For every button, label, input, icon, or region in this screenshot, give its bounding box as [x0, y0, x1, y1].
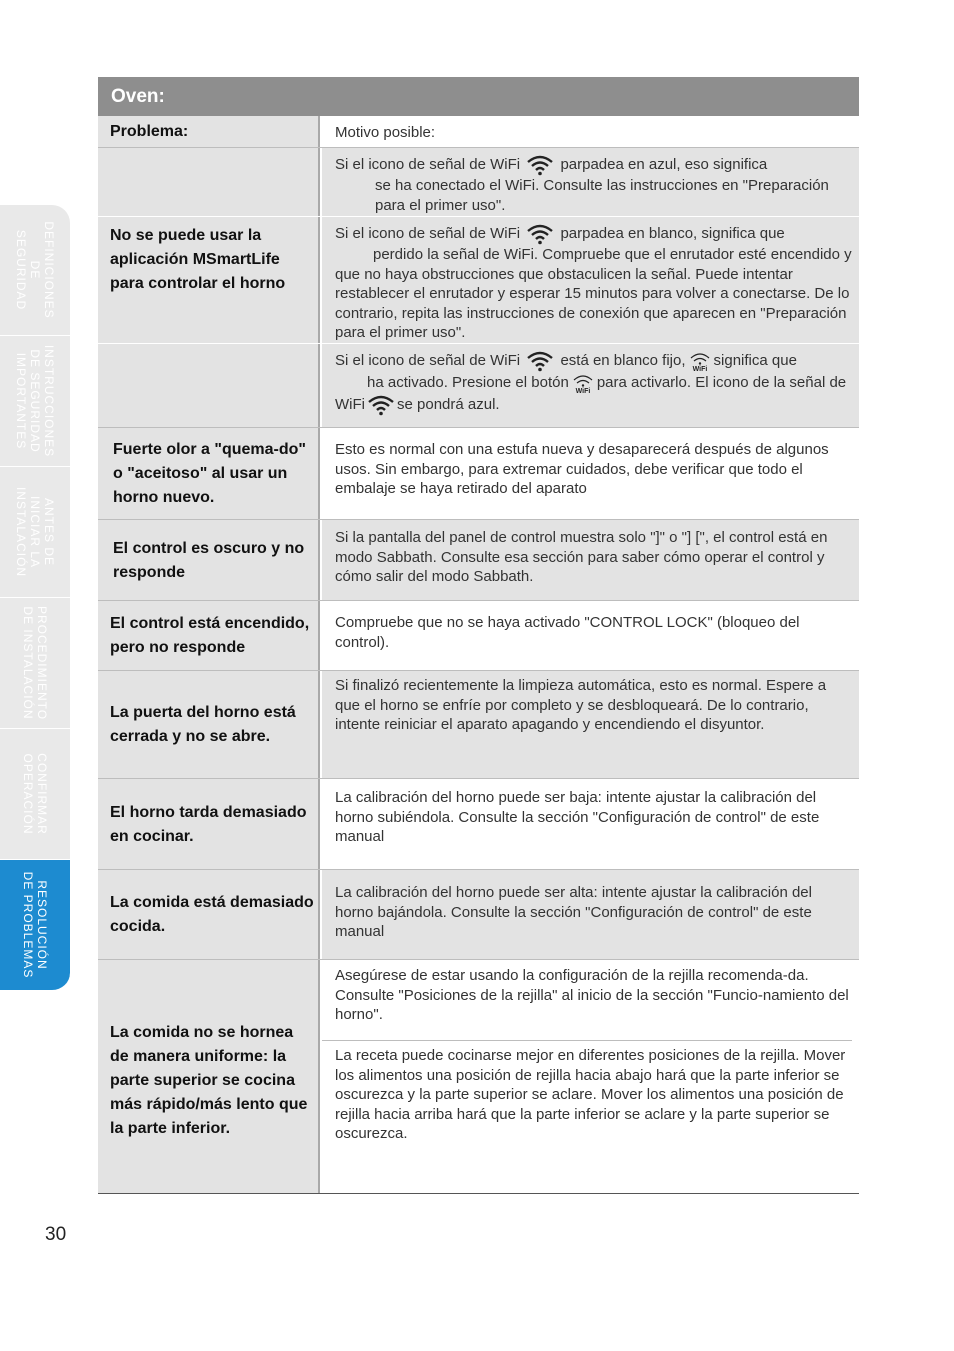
- table-title-bar: [98, 77, 859, 116]
- cause-text: La calibración del horno puede ser alta: intente ajustar la calibración del horno bajándola. Consulte la sección "Configuración de control" de este manual: [322, 870, 859, 960]
- cause-text: perdido la señal de WiFi. Compruebe que el enrutador esté encendido y que no haya obstrucciones que obstaculicen la señal. Puede intentar restablecer el enrutador y esperar 15 minutos para volver a conectarse. De lo contrario, repita las instrucciones de conexión que aparecen en "Preparación para el primer uso".: [335, 246, 852, 341]
- side-tab-resolucion[interactable]: [0, 860, 70, 991]
- wifi-icon: [526, 223, 554, 245]
- side-tab-label: RESOLUCIÓN DE PROBLEMAS: [21, 871, 49, 979]
- cause-text: La receta puede cocinarse mejor en diferentes posiciones de la rejilla. Mover los alimentos una posición de rejilla hacia abajo hará que la parte inferior se oscurezca y la parte superior se aclare. Mover los alimentos una posición de rejilla hacia arriba hará que la parte inferior se aclare y la parte superior se oscurezca.: [322, 1041, 859, 1193]
- side-tab-confirmar[interactable]: [0, 729, 70, 860]
- page-number: 30: [45, 1224, 67, 1245]
- side-tab-antes[interactable]: [0, 467, 70, 598]
- problem-text: El control está encendido, pero no responde: [110, 615, 310, 656]
- cause-text: significa que: [713, 351, 797, 369]
- cause-text: Compruebe que no se haya activado "CONTROL LOCK" (bloqueo del control).: [322, 601, 859, 671]
- cause-text: Si el icono de señal de WiFi: [335, 351, 521, 369]
- wifi-icon-label: WiFi: [692, 366, 707, 372]
- side-tab-label: CONFIRMAR OPERACIÓN: [21, 753, 49, 835]
- wifi-icon-label: WiFi: [575, 388, 591, 394]
- table-row: [98, 671, 859, 779]
- side-tab-label: DEFINICIONES DE SEGURIDAD: [14, 221, 56, 319]
- cause-cell: [322, 217, 859, 343]
- cause-cell: [322, 148, 859, 216]
- problem-text: La puerta del horno está cerrada y no se abre.: [110, 704, 296, 745]
- cause-text: La calibración del horno puede ser baja: intente ajustar la calibración del horno subiéndola. Consulte la sección "Configuración de control" de este manual: [322, 779, 859, 870]
- problem-text: La comida está demasiado cocida.: [110, 894, 314, 935]
- cause-text: Si el icono de señal de WiFi: [335, 155, 521, 173]
- table-row: [98, 428, 859, 520]
- cause-cell: [322, 344, 859, 428]
- table-row: [98, 148, 859, 428]
- cause-text: se pondrá azul.: [397, 395, 500, 413]
- cause-text: se ha conectado el WiFi. Consulte las instrucciones en "Preparación para el primer uso".: [375, 177, 829, 214]
- table-title: Oven:: [111, 86, 165, 107]
- table-row: [98, 779, 859, 870]
- cause-text: está en blanco fijo,: [560, 351, 686, 369]
- wifi-button-icon: [688, 350, 712, 372]
- cause-text: ha activado. Presione el botón: [367, 373, 569, 391]
- cause-text: Esto es normal con una estufa nueva y desaparecerá después de algunos usos. Sin embargo, para extremar cuidados, debe verificar que todo el embalaje se haya retirado del aparato: [322, 428, 859, 520]
- problem-text: No se puede usar la aplicación MSmartLife para controlar el horno: [110, 227, 286, 292]
- problem-column-header: Problema:: [110, 123, 189, 140]
- cause-text: para activarlo. El icono de la señal de WiFi: [335, 373, 847, 413]
- side-tab-label: INSTRUCCIONES DE SEGURIDAD IMPORTANTES: [14, 344, 56, 458]
- problem-text: Fuerte olor a "quema-do" o "aceitoso" al usar un horno nuevo.: [113, 441, 306, 506]
- side-tab-instrucciones[interactable]: [0, 336, 70, 467]
- wifi-icon: [526, 350, 554, 372]
- side-tab-label: ANTES DE INICIAR LA INSTALACIÓN: [14, 486, 56, 578]
- table-row: [98, 870, 859, 960]
- table-row: [98, 960, 859, 1193]
- wifi-button-icon: [571, 372, 595, 394]
- cause-text: Si la pantalla del panel de control muestra solo "]" o "] [", el control está en modo Sabbath. Consulte esa sección para saber cómo operar el control y cómo salir del modo Sabbath.: [322, 520, 859, 601]
- table-row: [98, 601, 859, 671]
- problem-text: El control es oscuro y no responde: [113, 539, 305, 581]
- problem-text: La comida no se hornea de manera uniforme: la parte superior se cocina más rápido/más lento que la parte inferior.: [110, 1024, 308, 1138]
- side-tab-procedimiento[interactable]: [0, 598, 70, 729]
- problem-text: El horno tarda demasiado en cocinar.: [110, 803, 307, 845]
- cause-text: parpadea en azul, eso significa: [560, 155, 768, 173]
- cause-column-header: Motivo posible:: [322, 116, 859, 148]
- cause-text: parpadea en blanco, significa que: [560, 224, 785, 242]
- side-tab-definiciones[interactable]: [0, 205, 70, 336]
- cause-text: Asegúrese de estar usando la configuración de la rejilla recomenda-da. Consulte "Posiciones de la rejilla" al inicio de la sección "Funcio-namiento del horno".: [322, 960, 859, 1040]
- table-header-row: [98, 116, 859, 148]
- wifi-icon: [367, 394, 395, 416]
- cause-text: Si finalizó recientemente la limpieza automática, esto es normal. Espere a que el horno se enfríe por completo y se desbloqueará. De lo contrario, intente reiniciar el aparato apagando y encendiendo el disyuntor.: [322, 671, 859, 779]
- wifi-icon: [526, 154, 554, 176]
- table-row: [98, 520, 859, 601]
- side-tab-label: PROCEDIMIENTO DE INSTALACIÓN: [21, 605, 49, 721]
- cause-text: Si el icono de señal de WiFi: [335, 224, 521, 242]
